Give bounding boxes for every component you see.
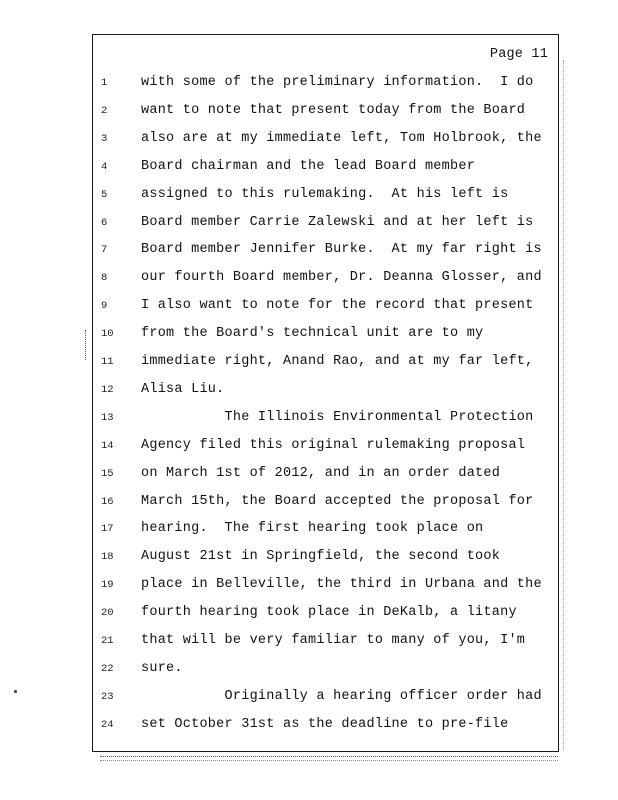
line-number: 4 (101, 160, 108, 173)
transcript-line (93, 410, 558, 430)
transcript-page (92, 34, 559, 752)
line-number: 6 (101, 216, 108, 229)
transcript-line (93, 298, 558, 318)
line-number: 15 (101, 467, 114, 480)
transcript-line (93, 75, 558, 95)
transcript-line (93, 605, 558, 625)
transcript-line (93, 494, 558, 514)
transcript-line (93, 521, 558, 541)
line-text: our fourth Board member, Dr. Deanna Glosser, and (141, 270, 542, 286)
line-text: August 21st in Springfield, the second took (141, 549, 501, 565)
transcript-line (93, 689, 558, 709)
line-text: The Illinois Environmental Protection (141, 409, 534, 425)
footer-rule (100, 756, 558, 757)
line-text: want to note that present today from the Board (141, 102, 526, 118)
transcript-line (93, 438, 558, 458)
line-number: 20 (101, 607, 114, 620)
line-text: assigned to this rulemaking. At his left is (141, 186, 509, 202)
line-number: 9 (101, 300, 108, 313)
line-text: Originally a hearing officer order had (141, 688, 542, 704)
line-text: hearing. The first hearing took place on (141, 521, 484, 537)
line-number: 14 (101, 439, 114, 452)
line-text: immediate right, Anand Rao, and at my far left, (141, 354, 534, 369)
line-text: March 15th, the Board accepted the proposal for (141, 493, 534, 509)
line-number: 2 (101, 104, 108, 117)
line-text: fourth hearing took place in DeKalb, a litany (141, 605, 517, 621)
page-number: Page 11 (489, 47, 548, 62)
transcript-line (93, 466, 558, 486)
transcript-line (93, 326, 558, 346)
transcript-line (93, 633, 558, 653)
line-text: from the Board's technical unit are to my (141, 326, 484, 342)
transcript-line (93, 661, 558, 681)
line-text: I also want to note for the record that present (141, 298, 534, 314)
transcript-line (93, 717, 558, 737)
line-number: 16 (101, 495, 114, 508)
line-number: 18 (101, 551, 114, 564)
transcript-line (93, 215, 558, 235)
transcript-line (93, 131, 558, 151)
transcript-line (93, 549, 558, 569)
line-text: sure. (141, 660, 183, 676)
line-number: 5 (101, 188, 108, 201)
line-number: 12 (101, 383, 114, 396)
transcript-line (93, 103, 558, 123)
line-number: 19 (101, 579, 114, 592)
transcript-line (93, 354, 558, 374)
right-margin-dots (563, 60, 564, 750)
line-number: 13 (101, 411, 114, 424)
line-text: Board chairman and the lead Board member (141, 158, 476, 174)
line-number: 24 (101, 718, 114, 731)
line-text: set October 31st as the deadline to pre-file (141, 716, 509, 732)
line-number: 17 (101, 523, 114, 536)
line-number: 21 (101, 635, 114, 647)
line-number: 11 (101, 356, 114, 368)
transcript-line (93, 159, 558, 179)
line-number: 1 (101, 77, 108, 89)
line-number: 8 (101, 272, 108, 285)
scan-speck (14, 690, 17, 693)
line-text: Agency filed this original rulemaking proposal (141, 437, 526, 453)
line-number: 10 (101, 328, 114, 341)
transcript-line (93, 242, 558, 262)
line-number: 7 (101, 244, 108, 257)
line-text: place in Belleville, the third in Urbana and the (141, 577, 542, 593)
line-text: Board member Jennifer Burke. At my far right is (141, 242, 542, 258)
line-number: 23 (101, 690, 114, 703)
line-text: that will be very familiar to many of you, I'm (141, 633, 526, 648)
transcript-line (93, 270, 558, 290)
line-text: on March 1st of 2012, and in an order dated (141, 465, 501, 481)
footer-rule-secondary (100, 760, 558, 761)
line-text: Alisa Liu. (141, 381, 225, 397)
line-text: also are at my immediate left, Tom Holbrook, the (141, 130, 542, 146)
line-number: 22 (101, 662, 114, 675)
transcript-line (93, 187, 558, 207)
line-number: 3 (101, 132, 108, 145)
transcript-line (93, 382, 558, 402)
left-margin-marks (85, 330, 86, 360)
transcript-line (93, 577, 558, 597)
line-text: with some of the preliminary information. I do (141, 75, 534, 90)
line-text: Board member Carrie Zalewski and at her left is (141, 214, 534, 230)
